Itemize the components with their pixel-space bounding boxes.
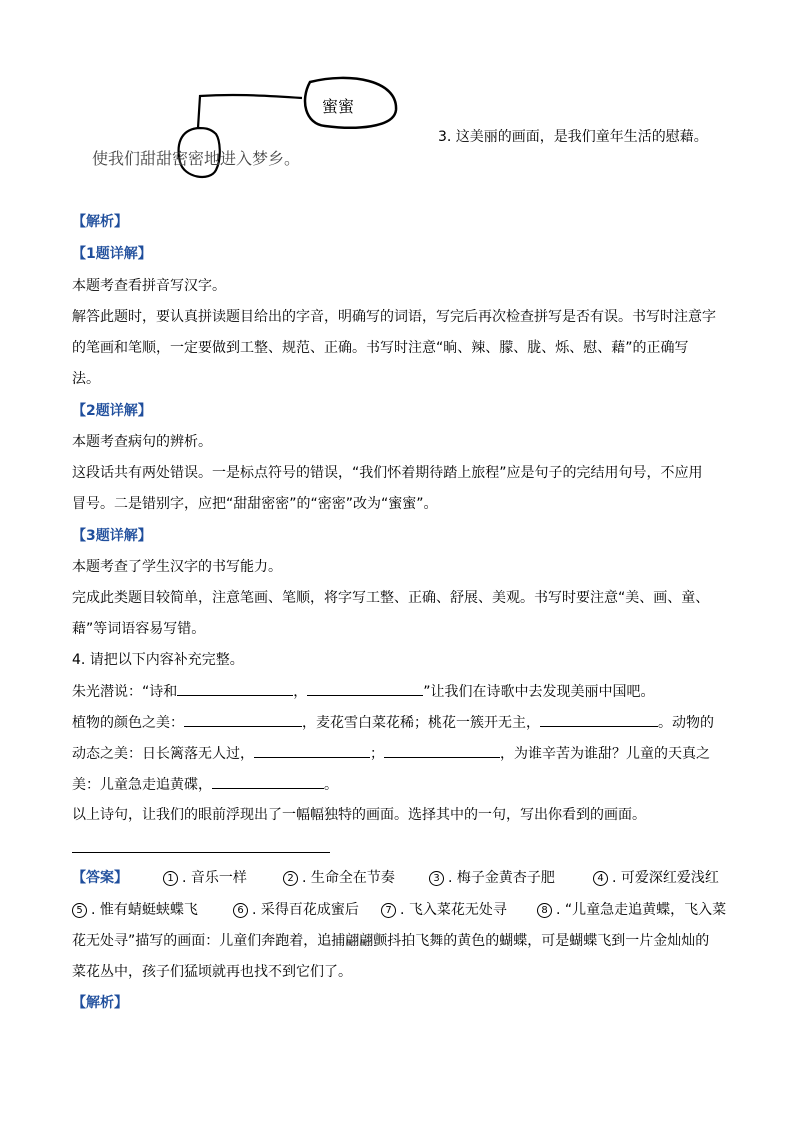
q3-p2-line1: 完成此类题目较简单，注意笔画、笔顺，将字写工整、正确、舒展、美观。书写时要注意“美、画、童、 [72, 590, 710, 606]
q1-p2-line2: 的笔画和笔顺，一定要做到工整、规范、正确。书写时注意“晌、辣、朦、胧、烁、慰、藉”的正确写 [72, 340, 689, 356]
q3-p2-line2: 藉”等词语容易写错。 [72, 621, 206, 637]
blank-5[interactable] [254, 743, 370, 758]
answer-item-1: 1 . 音乐一样 [163, 868, 247, 888]
q3-answer-text: 3. 这美丽的画面，是我们童年生活的慰藉。 [438, 129, 708, 145]
answer-item-5: 5 . 惟有蜻蜓蛱蝶飞 [72, 900, 198, 920]
answer-item-7: 7 . 飞入菜花无处寻 [381, 900, 507, 920]
q2-p2-line1: 这段话共有两处错误。一是标点符号的错误，“我们怀着期待踏上旅程”应是句子的完结用句号，不应用 [72, 465, 703, 481]
answer-item-3: 3 . 梅子金黄杏子肥 [429, 868, 555, 888]
q2-p1: 本题考查病句的辨析。 [72, 434, 212, 450]
q4-line3: 动态之美：日长篱落无人过， ； ，为谁辛苦为谁甜？儿童的天真之 [72, 743, 710, 764]
q1-p2-line3: 法。 [72, 371, 100, 387]
blank-3[interactable] [184, 712, 302, 727]
q4-line1: 朱光潜说：“诗和 ， ”让我们在诗歌中去发现美丽中国吧。 [72, 681, 655, 702]
answer-item-4: 4 . 可爱深红爱浅红 [593, 868, 719, 888]
answer-item-8: 8 . “儿童急走追黄蝶，飞入菜 [537, 900, 726, 920]
correction-bubble-text: 蜜蜜 [322, 97, 355, 116]
answer-item-2: 2 . 生命全在节奏 [283, 868, 395, 888]
correction-sentence: 使我们甜甜密密地进入梦乡。 [92, 149, 301, 168]
q1-p2-line1: 解答此题时，要认真拼读题目给出的字音，明确写的词语，写完后再次检查拼写是否有误。书写时注意字 [72, 309, 716, 325]
answer-continuation-2: 菜花丛中，孩子们猛顷就再也找不到它们了。 [72, 964, 352, 980]
blank-4[interactable] [540, 712, 658, 727]
answer-item-6: 6 . 采得百花成蜜后 [233, 900, 359, 920]
analysis-footer: 【解析】 [72, 995, 128, 1011]
q4-line4: 美：儿童急走追黄碟， 。 [72, 774, 338, 795]
blank-2[interactable] [307, 681, 423, 696]
q4-title: 4. 请把以下内容补充完整。 [72, 652, 244, 668]
blank-6[interactable] [384, 743, 500, 758]
correction-connector [198, 95, 302, 128]
correction-figure [80, 70, 410, 190]
q4-line2: 植物的颜色之美： ，麦花雪白菜花稀；桃花一簇开无主， 。动物的 [72, 712, 714, 733]
blank-1[interactable] [177, 681, 293, 696]
q2-p2-line2: 冒号。二是错别字，应把“甜甜密密”的“密密”改为“蜜蜜”。 [72, 496, 438, 512]
q1-p1: 本题考查看拼音写汉字。 [72, 278, 226, 294]
q2-header: 【2题详解】 [72, 403, 152, 419]
q4-line5: 以上诗句，让我们的眼前浮现出了一幅幅独特的画面。选择其中的一句，写出你看到的画面。 [72, 807, 646, 823]
q3-header: 【3题详解】 [72, 528, 152, 544]
answer-label: 【答案】 [72, 870, 128, 886]
analysis-header: 【解析】 [72, 214, 128, 230]
answer-continuation-1: 花无处寻”描写的画面：儿童们奔跑着，追捕翩翩颤抖拍飞舞的黄色的蝴蝶，可是蝴蝶飞到一片金灿灿的 [72, 933, 710, 949]
q1-header: 【1题详解】 [72, 246, 152, 262]
blank-7[interactable] [212, 774, 324, 789]
q3-p1: 本题考查了学生汉字的书写能力。 [72, 559, 282, 575]
answer-writing-line[interactable] [72, 852, 330, 853]
